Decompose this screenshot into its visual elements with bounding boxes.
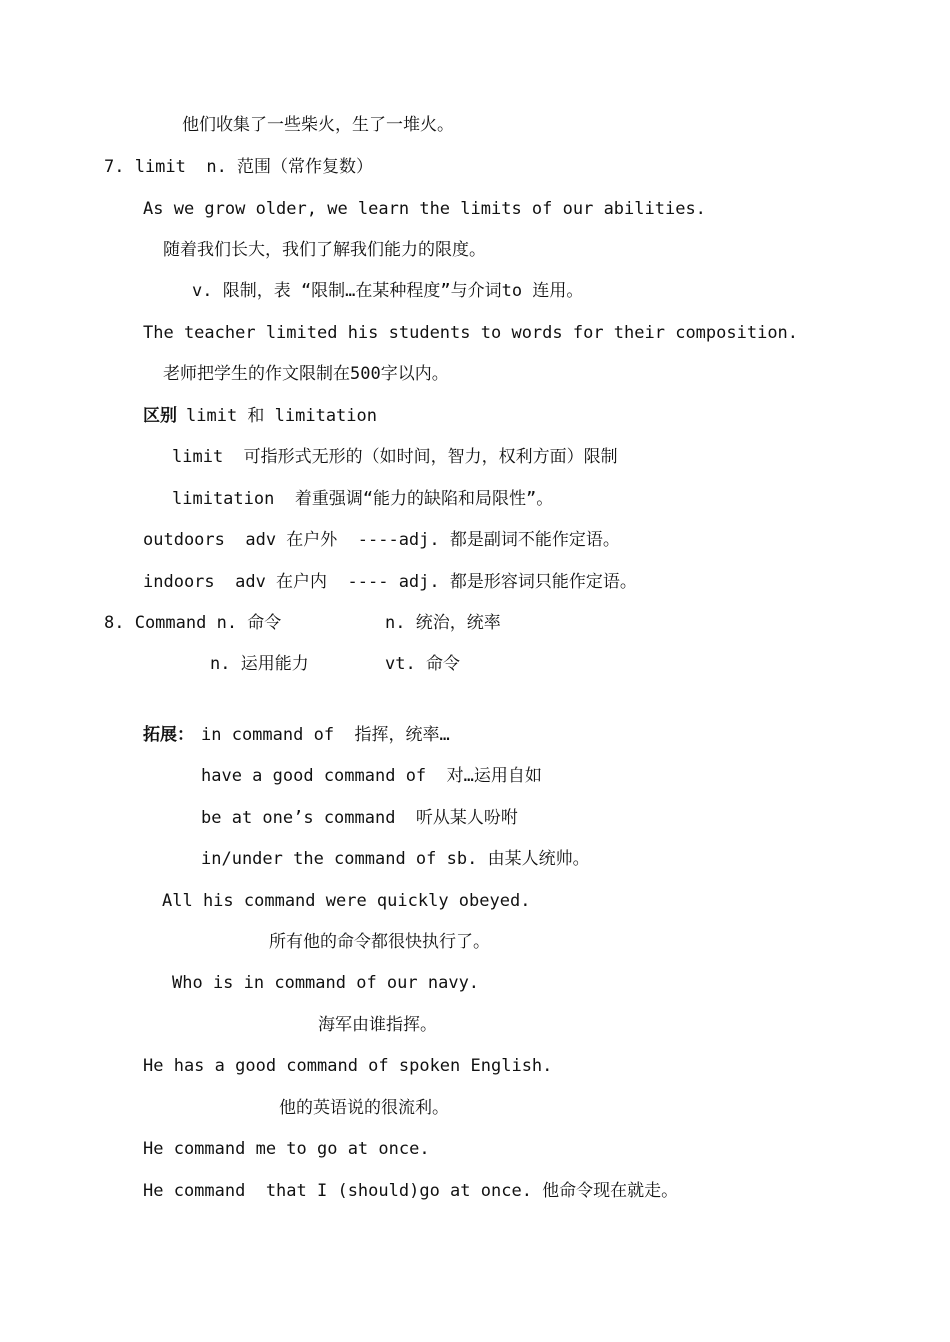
line-22: 海军由谁指挥。 xyxy=(318,1015,437,1035)
line-14b: vt. 命令 xyxy=(385,654,460,674)
line-11: outdoors adv 在户外 ----adj. 都是副词不能作定语。 xyxy=(143,530,620,550)
line-18: in/under the command of sb. 由某人统帅。 xyxy=(201,849,590,869)
line-14: n. 运用能力 xyxy=(210,654,309,674)
line-16: have a good command of 对…运用自如 xyxy=(201,766,542,786)
line-1: 他们收集了一些柴火，生了一堆火。 xyxy=(182,115,454,135)
line-17: be at one’s command 听从某人吩咐 xyxy=(201,808,518,828)
line-21: Who is in command of our navy. xyxy=(172,973,480,993)
line-13b: n. 统治，统率 xyxy=(385,613,501,633)
extension-label: 拓展： xyxy=(143,725,194,745)
line-25: He command me to go at once. xyxy=(143,1139,430,1159)
line-23: He has a good command of spoken English. xyxy=(143,1056,553,1076)
line-10: limitation 着重强调“能力的缺陷和局限性”。 xyxy=(172,489,554,509)
line-2: 7. limit n. 范围（常作复数） xyxy=(104,157,374,177)
line-8: limit 和 limitation xyxy=(186,406,377,426)
line-15: in command of 指挥，统率… xyxy=(201,725,450,745)
line-7: 老师把学生的作文限制在500字以内。 xyxy=(163,364,449,384)
line-3: As we grow older, we learn the limits of our abilities. xyxy=(143,199,706,219)
line-20: 所有他的命令都很快执行了。 xyxy=(269,932,490,952)
line-12: indoors adv 在户内 ---- adj. 都是形容词只能作定语。 xyxy=(143,572,637,592)
line-6: The teacher limited his students to words for their composition. xyxy=(143,323,799,343)
line-4: 随着我们长大，我们了解我们能力的限度。 xyxy=(163,240,486,260)
distinguish-label: 区别 xyxy=(143,406,177,426)
line-9: limit 可指形式无形的（如时间，智力，权利方面）限制 xyxy=(172,447,618,467)
line-24: 他的英语说的很流利。 xyxy=(279,1098,449,1118)
line-26: He command that I (should)go at once. 他命令现在就走。 xyxy=(143,1181,679,1201)
line-13: 8. Command n. 命令 xyxy=(104,613,282,633)
line-5: v. 限制，表 “限制…在某种程度”与介词to 连用。 xyxy=(192,281,584,301)
line-19: All his command were quickly obeyed. xyxy=(162,891,531,911)
